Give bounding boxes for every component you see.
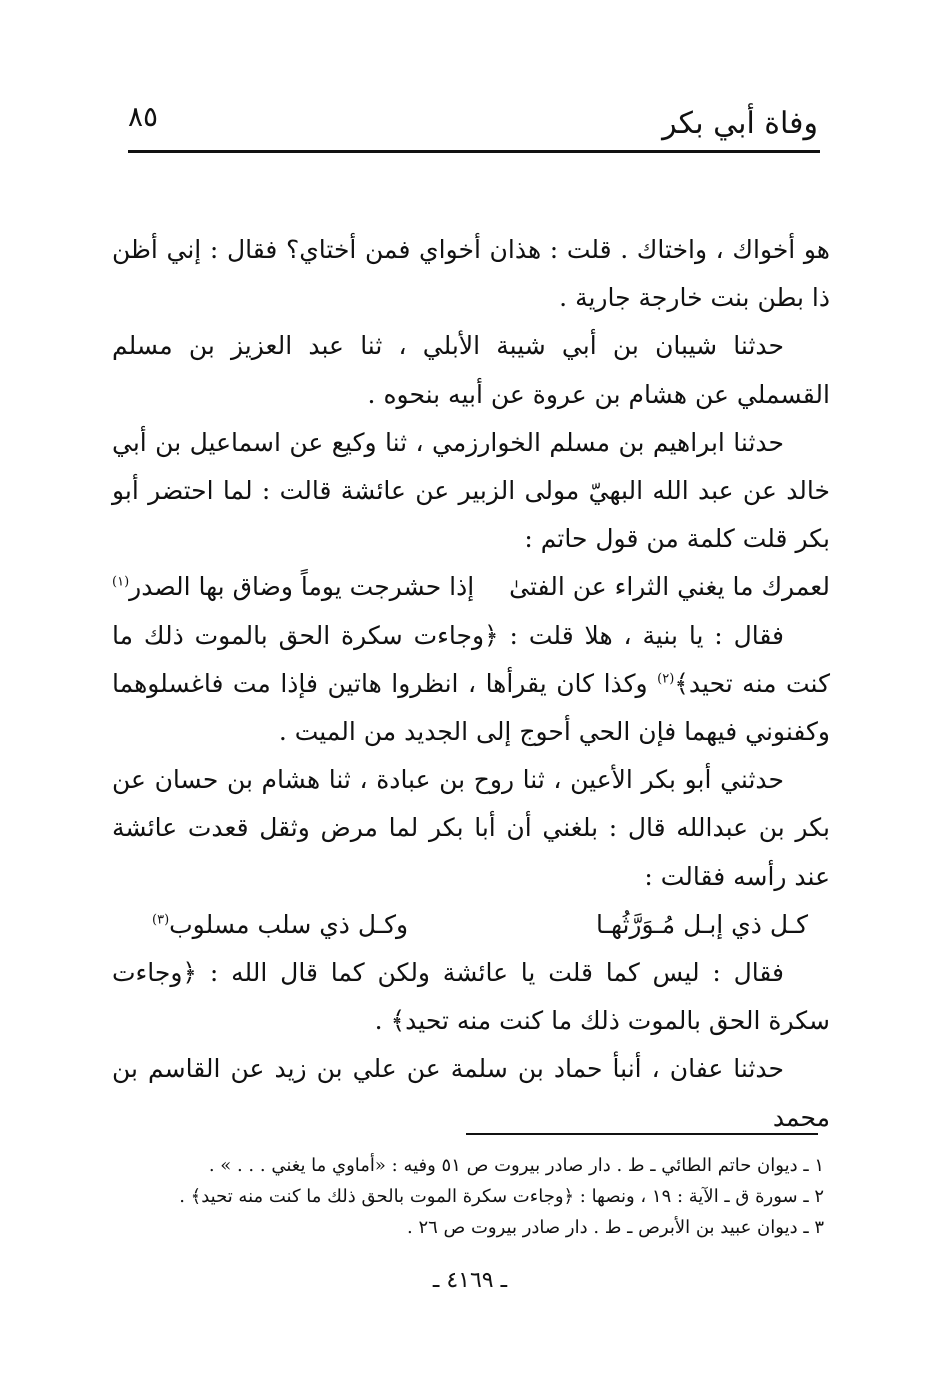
footnote-mark-2: (٢) <box>657 671 675 687</box>
main-text <box>112 226 830 1142</box>
header-page-number: ٨٥ <box>128 100 159 133</box>
footnote-mark-1: (١) <box>112 575 130 591</box>
chapter-title: وفاة أبي بكر <box>662 106 818 141</box>
verse-1-second-text: إذا حشرجت يوماً وضاق بها الصدر <box>129 572 475 602</box>
paragraph-4 <box>112 612 830 757</box>
header-rule <box>128 150 820 153</box>
verse-1-first-text: لعمرك ما يغني الثراء عن الفتىٰ <box>509 572 830 602</box>
paragraph-3: حدثنا ابراهيم بن مسلم الخوارزمي ، ثنا وكيع عن اسماعيل بن أبي خالد عن عبد الله البهيّ مولى الزبير عن عائشة قالت : لما احتضر أبو بكر قلت كلمة من قول حاتم : <box>112 427 831 554</box>
footnote-2: ٢ ـ سورة ق ـ الآية : ١٩ ، ونصها : ﴿وجاءت سكرة الموت بالحق ذلك ما كنت منه تحيد﴾ . <box>179 1186 824 1207</box>
footnote-separator <box>466 1133 818 1135</box>
poem-verse-2 <box>112 901 830 949</box>
paragraph-4-part-1: فقال : يا بنية ، هلا قلت : ﴿وجاءت سكرة الحق بالموت ذلك ما كنت منه تحيد﴾ <box>112 620 830 698</box>
running-header <box>128 100 818 152</box>
paragraph-2: حدثنا شيبان بن أبي شيبة الأبلي ، ثنا عبد العزيز بن مسلم القسملي عن هشام بن عروة عن أبيه بنحوه . <box>112 331 830 409</box>
paragraph-4-part-2: وكذا كان يقرأها ، انظروا هاتين فإذا مت فاغسلوهما وكفنوني فيهما فإن الحي أحوج إلى الجديد من الميت . <box>112 668 830 747</box>
paragraph-7: حدثنا عفان ، أنبأ حماد بن سلمة عن علي بن زيد عن القاسم بن محمد <box>112 1054 830 1132</box>
verse-1-second-hemistich <box>112 563 474 611</box>
footnotes <box>112 1150 824 1243</box>
footnote-3: ٣ ـ ديوان عبيد بن الأبرص ـ ط . دار صادر بيروت ص ٢٦ . <box>406 1217 824 1238</box>
poem-verse-1 <box>112 563 830 611</box>
verse-2-first-text: كـل ذي إبـل مُـوَرَّثُهـا <box>596 909 808 939</box>
verse-2-first-hemistich <box>596 901 808 949</box>
paragraph-1: هو أخواك ، واختاك . قلت : هذان أخواي فمن أختاي؟ فقال : إني أظن ذا بطن بنت خارجة جارية . <box>112 235 830 313</box>
verse-2-second-hemistich <box>152 901 408 949</box>
verse-2-second-text: وكـل ذي سلب مسلوب <box>169 909 409 939</box>
paragraph-6: فقال : ليس كما قلت يا عائشة ولكن كما قال الله : ﴿وجاءت سكرة الحق بالموت ذلك ما كنت منه تحيد﴾ . <box>112 958 830 1036</box>
paragraph-5: حدثني أبو بكر الأعين ، ثنا روح بن عبادة ، ثنا هشام بن حسان عن بكر بن عبدالله قال : بلغني أن أبا بكر لما مرض وثقل قعدت عائشة عند رأسه فقالت : <box>112 765 830 891</box>
verse-1-first-hemistich <box>509 563 830 611</box>
footnote-mark-3: (٣) <box>152 912 170 928</box>
footnote-1: ١ ـ ديوان حاتم الطائي ـ ط . دار صادر بيروت ص ٥١ وفيه : «أماوي ما يغني . . . » . <box>208 1155 824 1176</box>
page-number: ـ ٤١٦٩ ـ <box>432 1268 508 1293</box>
